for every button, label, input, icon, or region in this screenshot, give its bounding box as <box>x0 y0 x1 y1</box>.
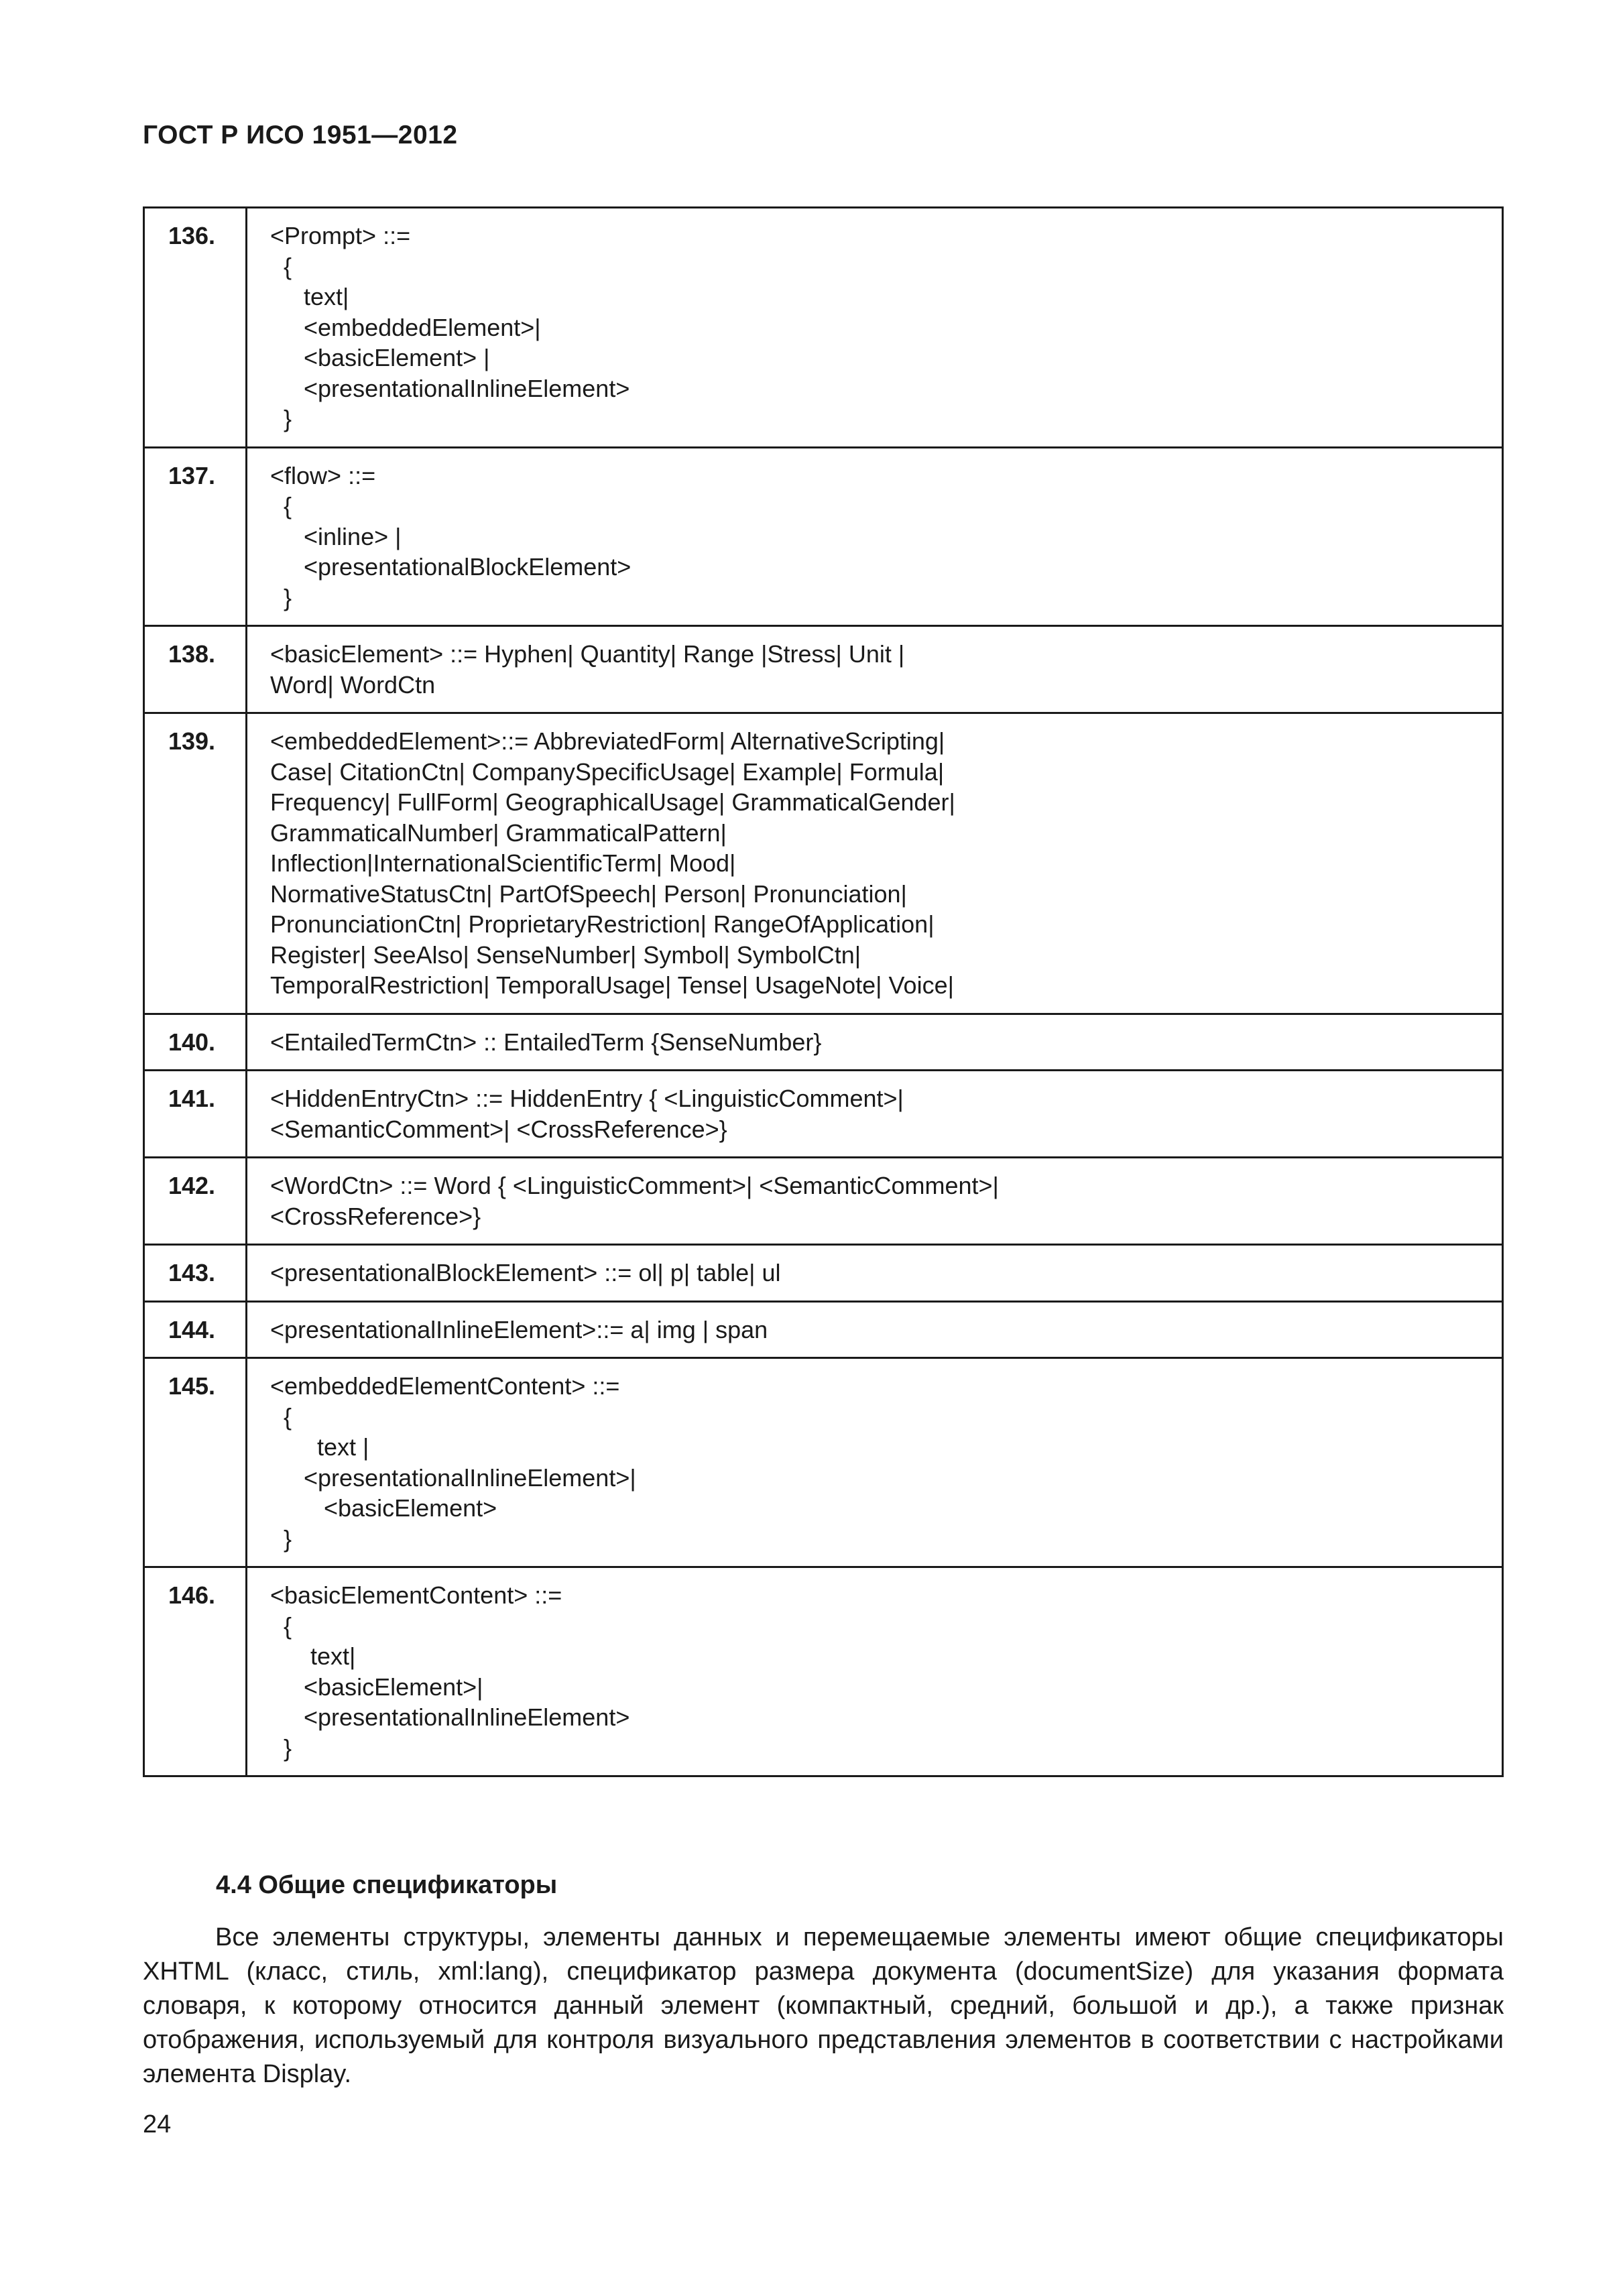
definition-line: } <box>270 405 292 432</box>
definition-line: } <box>270 1734 292 1762</box>
definition-line: PronunciationCtn| ProprietaryRestriction| RangeOfApplication| <box>270 910 935 938</box>
table-row <box>144 1158 1503 1245</box>
definition-line: <Prompt> ::= <box>270 222 411 249</box>
row-definition <box>247 1301 1503 1358</box>
definition-line: GrammaticalNumber| GrammaticalPattern| <box>270 819 727 847</box>
row-definition <box>247 1567 1503 1776</box>
definition-line: <embeddedElement>::= AbbreviatedForm| AlternativeScripting| <box>270 727 945 755</box>
table-row <box>144 1071 1503 1158</box>
definition-line: Word| WordCtn <box>270 670 436 699</box>
definition-line: text | <box>270 1433 369 1461</box>
table-row <box>144 713 1503 1014</box>
definition-line: { <box>270 492 292 520</box>
definition-line: { <box>270 1612 292 1640</box>
definition-line: Frequency| FullForm| GeographicalUsage| GrammaticalGender| <box>270 788 955 816</box>
definition-line: { <box>270 1402 292 1431</box>
row-number: 146. <box>144 1567 247 1776</box>
row-number: 144. <box>144 1301 247 1358</box>
table-row <box>144 1358 1503 1567</box>
row-number: 138. <box>144 626 247 713</box>
definition-line: <SemanticComment>| <CrossReference>} <box>270 1115 727 1143</box>
document-header: ГОСТ Р ИСО 1951—2012 <box>143 121 458 149</box>
definition-line: <CrossReference>} <box>270 1202 481 1230</box>
row-number: 142. <box>144 1158 247 1245</box>
definition-line: <embeddedElement>| <box>270 313 541 341</box>
row-definition <box>247 1071 1503 1158</box>
definition-line: <basicElementContent> ::= <box>270 1581 562 1609</box>
definition-line: <WordCtn> ::= Word { <LinguisticComment>| <SemanticComment>| <box>270 1172 999 1199</box>
definition-line: <presentationalInlineElement> <box>270 1703 630 1731</box>
table-row <box>144 1014 1503 1071</box>
table-row <box>144 447 1503 626</box>
row-number: 139. <box>144 713 247 1014</box>
definition-line: <HiddenEntryCtn> ::= HiddenEntry { <LinguisticComment>| <box>270 1085 904 1112</box>
definition-line: text| <box>270 283 349 310</box>
definition-line: Case| CitationCtn| CompanySpecificUsage| Example| Formula| <box>270 758 945 786</box>
table-row <box>144 626 1503 713</box>
definition-line: NormativeStatusCtn| PartOfSpeech| Person| Pronunciation| <box>270 880 907 908</box>
page-number: 24 <box>143 2110 172 2138</box>
table-row <box>144 1567 1503 1776</box>
definition-line: Inflection|InternationalScientificTerm| Mood| <box>270 849 736 877</box>
table-row <box>144 1245 1503 1302</box>
definition-line: <EntailedTermCtn> :: EntailedTerm {SenseNumber} <box>270 1028 822 1056</box>
row-number: 143. <box>144 1245 247 1302</box>
definition-line: <inline> | <box>270 522 402 550</box>
row-definition <box>247 208 1503 448</box>
definition-line: } <box>270 583 292 611</box>
row-number: 140. <box>144 1014 247 1071</box>
section-paragraph: Все элементы структуры, элементы данных и перемещаемые элементы имеют общие спецификаторы XHTML (класс, стиль, xml:lang), спецификатор размера документа (documentSize) для указания формата словаря, к которому относится данный элемент (компактный, средний, большой и др.), а также признак отображения, используемый для контроля визуального представления элементов в соответствии с настройками элемента Display. <box>143 1923 1504 2088</box>
section-title: 4.4 Общие спецификаторы <box>216 1871 558 1899</box>
definition-line: <basicElement> <box>270 1494 497 1522</box>
definition-line: <basicElement> | <box>270 344 490 371</box>
definition-line: <presentationalInlineElement>::= a| img | span <box>270 1315 768 1343</box>
row-definition <box>247 713 1503 1014</box>
definition-line: <presentationalBlockElement> <box>270 553 632 581</box>
definition-line: Register| SeeAlso| SenseNumber| Symbol| SymbolCtn| <box>270 941 861 969</box>
definition-line: } <box>270 1524 292 1553</box>
row-number: 141. <box>144 1071 247 1158</box>
definition-line: TemporalRestriction| TemporalUsage| Tense| UsageNote| Voice| <box>270 971 954 999</box>
definition-line: <basicElement> ::= Hyphen| Quantity| Range |Stress| Unit | <box>270 640 905 668</box>
grammar-table <box>143 206 1504 1777</box>
row-number: 137. <box>144 447 247 626</box>
row-definition <box>247 1158 1503 1245</box>
definition-line: { <box>270 252 292 280</box>
definition-line: <flow> ::= <box>270 461 376 489</box>
row-definition <box>247 447 1503 626</box>
table-row <box>144 1301 1503 1358</box>
row-number: 145. <box>144 1358 247 1567</box>
definition-line: <basicElement>| <box>270 1673 483 1701</box>
grammar-table-body <box>144 208 1503 1776</box>
definition-line: <presentationalBlockElement> ::= ol| p| table| ul <box>270 1259 781 1286</box>
definition-line: <presentationalInlineElement>| <box>270 1463 636 1492</box>
row-definition <box>247 626 1503 713</box>
row-number: 136. <box>144 208 247 448</box>
definition-line: <embeddedElementContent> ::= <box>270 1372 620 1400</box>
row-definition <box>247 1358 1503 1567</box>
definition-line: <presentationalInlineElement> <box>270 374 630 402</box>
row-definition <box>247 1245 1503 1302</box>
row-definition <box>247 1014 1503 1071</box>
definition-line: text| <box>270 1642 356 1670</box>
table-row <box>144 208 1503 448</box>
